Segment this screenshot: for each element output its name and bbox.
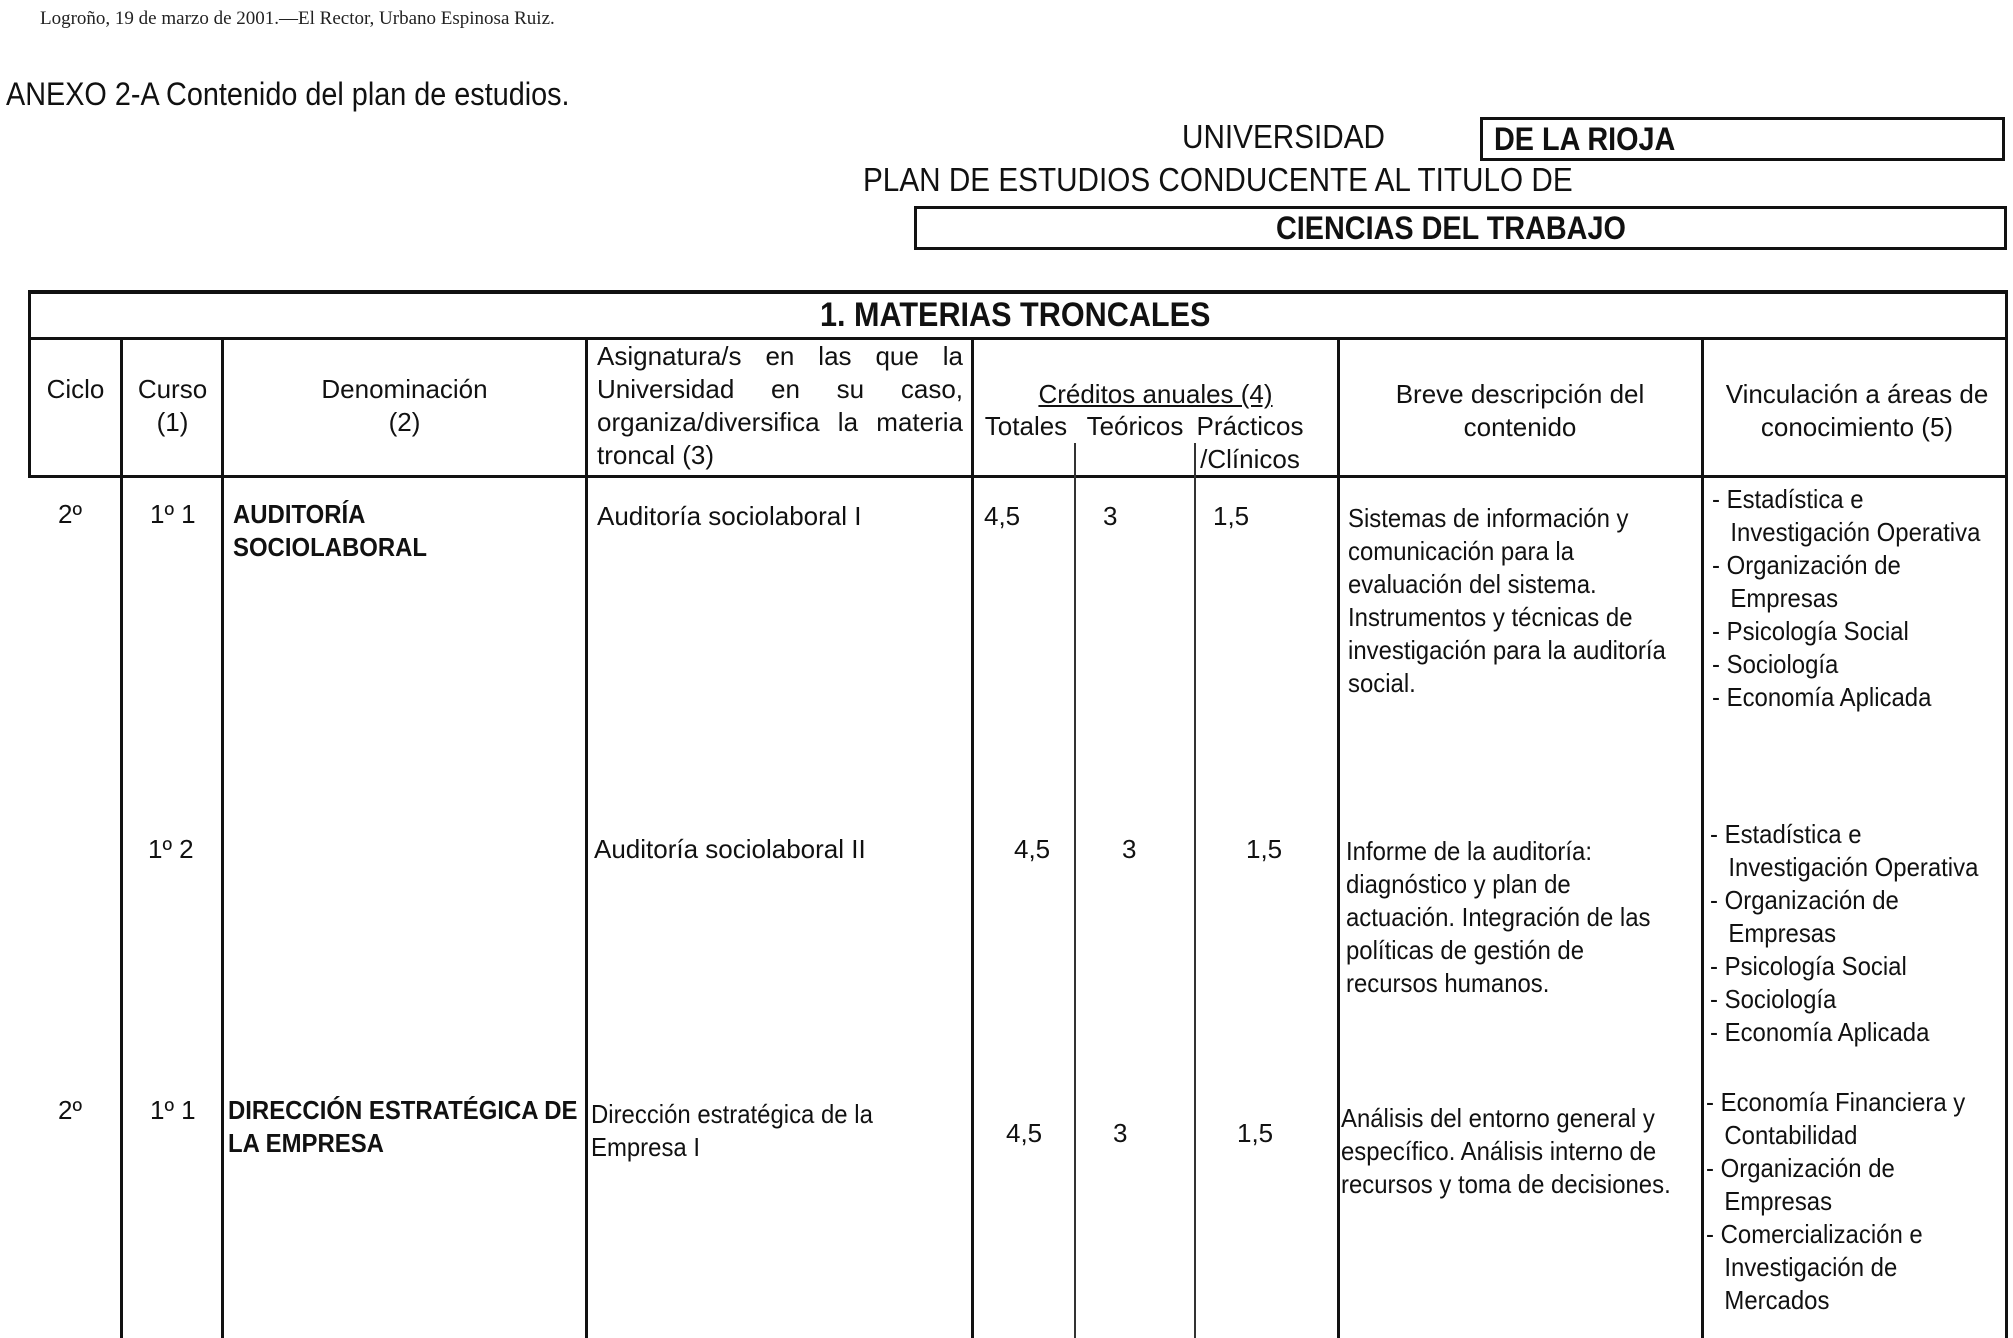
- area-item: - Organización de Empresas: [1710, 884, 1986, 950]
- cell-curso: 1º 1: [150, 1095, 196, 1125]
- cell-practicos: 1,5: [1237, 1118, 1274, 1148]
- header-curso-line2: (1): [156, 407, 189, 437]
- col-divider-denominacion: [585, 337, 588, 1338]
- header-bottom-border: [28, 475, 2008, 478]
- header-practicos-line1: Prácticos: [1196, 411, 1304, 441]
- cell-totales: 4,5: [984, 501, 1021, 531]
- header-vinculacion: Vinculación a áreas de conocimiento (5): [1725, 379, 1989, 442]
- area-item: - Estadística e Investigación Operativa: [1712, 483, 1988, 549]
- cell-denominacion: DIRECCIÓN ESTRATÉGICA DE LA EMPRESA: [228, 1095, 578, 1158]
- header-totales: Totales: [984, 411, 1068, 441]
- cell-descripcion: Informe de la auditoría: diagnóstico y plan de actuación. Integración de las políticas de gestión de recursos humanos.: [1346, 836, 1651, 998]
- cell-totales: 4,5: [1014, 834, 1051, 864]
- university-label: UNIVERSIDAD: [1182, 118, 1385, 155]
- col-divider-totales: [1074, 443, 1076, 1338]
- plan-title: PLAN DE ESTUDIOS CONDUCENTE AL TITULO DE: [863, 161, 1573, 198]
- col-divider-ciclo: [120, 337, 123, 1338]
- header-asignatura-line4: troncal (3): [597, 440, 715, 470]
- header-curso: [124, 373, 221, 439]
- cell-descripcion: Análisis del entorno general y específico. Análisis interno de recursos y toma de decisiones.: [1341, 1103, 1671, 1199]
- header-creditos: Créditos anuales (4): [1038, 379, 1273, 409]
- header-denominacion-line1: Denominación: [321, 374, 488, 404]
- cell-asignatura: Auditoría sociolaboral II: [594, 834, 866, 864]
- area-item: - Psicología Social: [1712, 615, 1988, 648]
- annex-title: ANEXO 2-A Contenido del plan de estudios.: [6, 76, 570, 112]
- cell-asignatura: Dirección estratégica de la Empresa I: [591, 1099, 873, 1162]
- cell-areas: [1710, 818, 1986, 1049]
- cell-teoricos: 3: [1113, 1118, 1128, 1148]
- cell-practicos: 1,5: [1246, 834, 1283, 864]
- cell-denominacion: AUDITORÍA SOCIOLABORAL: [233, 499, 428, 562]
- university-name: DE LA RIOJA: [1494, 121, 1676, 157]
- area-item: - Organización de Empresas: [1712, 549, 1988, 615]
- col-divider-curso: [221, 337, 224, 1338]
- col-divider-teoricos: [1194, 443, 1196, 1338]
- col-divider-descripcion: [1701, 337, 1704, 1338]
- header-asignatura-line2: Universidad en su caso,: [597, 374, 963, 404]
- table-top-border: [28, 290, 2008, 294]
- area-item: - Economía Financiera y Contabilidad: [1706, 1086, 1982, 1152]
- header-practicos: [1196, 410, 1304, 476]
- header-asignatura: [597, 340, 963, 472]
- header-practicos-line2: /Clínicos: [1200, 444, 1300, 474]
- area-item: - Sociología: [1710, 983, 1986, 1016]
- header-ciclo: Ciclo: [46, 374, 105, 404]
- degree-name: CIENCIAS DEL TRABAJO: [1276, 210, 1626, 246]
- cell-areas: [1712, 483, 1988, 714]
- section-title: 1. MATERIAS TRONCALES: [820, 296, 1211, 334]
- cell-descripcion: Sistemas de información y comunicación para la evaluación del sistema. Instrumentos y técnicas de investigación para la auditoría social.: [1348, 503, 1666, 698]
- area-item: - Economía Aplicada: [1710, 1016, 1986, 1049]
- header-denominacion: [224, 373, 585, 439]
- header-curso-line1: Curso: [137, 374, 208, 404]
- cell-teoricos: 3: [1122, 834, 1137, 864]
- area-item: - Sociología: [1712, 648, 1988, 681]
- area-item: - Economía Aplicada: [1712, 681, 1988, 714]
- cell-teoricos: 3: [1103, 501, 1118, 531]
- cell-areas: [1706, 1086, 1982, 1317]
- cell-practicos: 1,5: [1213, 501, 1250, 531]
- header-descripcion: Breve descripción del contenido: [1395, 379, 1645, 442]
- area-item: - Estadística e Investigación Operativa: [1710, 818, 1986, 884]
- cell-ciclo: 2º: [58, 499, 82, 529]
- table-right-border: [2005, 290, 2008, 1338]
- cell-curso: 1º 1: [150, 499, 196, 529]
- cell-totales: 4,5: [1006, 1118, 1043, 1148]
- area-item: - Comercialización e Investigación de Mercados: [1706, 1218, 1982, 1317]
- header-teoricos: Teóricos: [1086, 411, 1184, 441]
- cell-ciclo: 2º: [58, 1095, 82, 1125]
- area-item: - Psicología Social: [1710, 950, 1986, 983]
- header-asignatura-line3: organiza/diversifica la materia: [597, 407, 963, 437]
- signature-line: Logroño, 19 de marzo de 2001.—El Rector, Urbano Espinosa Ruiz.: [40, 8, 555, 29]
- header-denominacion-line2: (2): [388, 407, 421, 437]
- header-asignatura-line1: Asignatura/s en las que la: [597, 341, 963, 371]
- area-item: - Organización de Empresas: [1706, 1152, 1982, 1218]
- col-divider-creditos: [1337, 337, 1340, 1338]
- col-divider-asignatura: [971, 337, 974, 1338]
- title-bottom-border: [28, 337, 2008, 340]
- cell-asignatura: Auditoría sociolaboral I: [597, 501, 862, 531]
- cell-curso: 1º 2: [148, 834, 194, 864]
